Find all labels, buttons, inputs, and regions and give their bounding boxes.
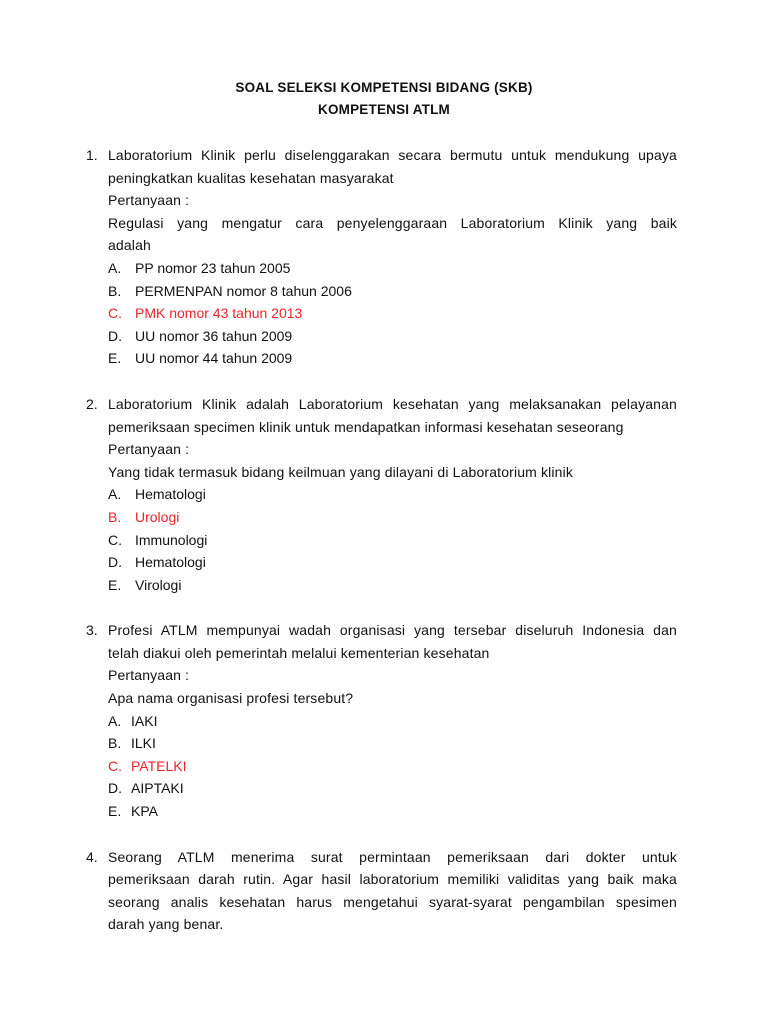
option-d (108, 777, 677, 800)
option-text: PATELKI (131, 757, 187, 774)
option-letter: C. (108, 531, 122, 548)
option-text: UU nomor 44 tahun 2009 (135, 350, 293, 367)
option-letter: A. (108, 712, 122, 729)
option-letter: D. (108, 554, 122, 571)
option-e (108, 347, 677, 370)
prompt-label: Pertanyaan : (108, 441, 190, 458)
question-stem-line: pemeriksaan specimen klinik untuk mendapatkan informasi kesehatan seseorang (108, 418, 624, 435)
option-letter: C. (108, 305, 122, 322)
question-stem-line: peningkatkan kualitas kesehatan masyarakat (108, 169, 394, 186)
option-text: Immunologi (135, 531, 208, 548)
question-2 (0, 393, 768, 596)
question-stem-line: darah yang benar. (108, 916, 224, 933)
question-3 (0, 619, 768, 822)
prompt-line: Regulasi yang mengatur cara penyelenggaraan Laboratorium Klinik yang baik (108, 214, 677, 231)
question-body (108, 846, 677, 936)
prompt-label: Pertanyaan : (108, 192, 190, 209)
option-letter: D. (108, 327, 122, 344)
question-number: 3. (86, 622, 98, 639)
option-e (108, 574, 677, 597)
question-body (108, 619, 677, 822)
option-letter: B. (108, 508, 122, 525)
prompt-label: Pertanyaan : (108, 667, 190, 684)
option-text: PP nomor 23 tahun 2005 (135, 259, 291, 276)
option-d (108, 325, 677, 348)
option-letter: E. (108, 803, 122, 820)
option-a (108, 710, 677, 733)
option-letter: E. (108, 350, 122, 367)
question-body (108, 393, 677, 596)
option-text: IAKI (131, 712, 158, 729)
question-list (0, 144, 768, 936)
option-c-correct-answer (108, 755, 677, 778)
option-text: Virologi (135, 576, 182, 593)
option-b (108, 280, 677, 303)
question-stem-line: Seorang ATLM menerima surat permintaan pemeriksaan dari dokter untuk (108, 848, 677, 865)
question-stem-line: seorang analis kesehatan harus mengetahui syarat-syarat pengambilan spesimen (108, 893, 677, 910)
question-stem-line: pemeriksaan darah rutin. Agar hasil laboratorium memiliki validitas yang baik maka (108, 871, 677, 888)
option-letter: B. (108, 735, 122, 752)
option-text: PMK nomor 43 tahun 2013 (135, 305, 303, 322)
option-c (108, 529, 677, 552)
option-text: Hematologi (135, 486, 206, 503)
question-number: 4. (86, 848, 98, 865)
document-subtitle: KOMPETENSI ATLM (318, 102, 450, 117)
question-number: 2. (86, 395, 98, 412)
option-c-correct-answer (108, 302, 677, 325)
option-b-correct-answer (108, 506, 677, 529)
document-title: SOAL SELEKSI KOMPETENSI BIDANG (SKB) (235, 80, 533, 95)
option-d (108, 551, 677, 574)
option-letter: E. (108, 576, 122, 593)
option-a (108, 483, 677, 506)
prompt-line: Yang tidak termasuk bidang keilmuan yang dilayani di Laboratorium klinik (108, 463, 574, 480)
option-text: UU nomor 36 tahun 2009 (135, 327, 293, 344)
question-stem-line: telah diakui oleh pemerintah melalui kementerian kesehatan (108, 644, 490, 661)
prompt-line: adalah (108, 237, 151, 254)
question-number: 1. (86, 147, 98, 163)
option-text: Urologi (135, 508, 180, 525)
option-text: AIPTAKI (131, 780, 184, 797)
question-stem-line: Profesi ATLM mempunyai wadah organisasi yang tersebar diseluruh Indonesia dan (108, 622, 677, 639)
option-text: PERMENPAN nomor 8 tahun 2006 (135, 282, 352, 299)
option-letter: A. (108, 259, 122, 276)
question-1 (0, 144, 768, 370)
option-letter: B. (108, 282, 122, 299)
question-stem-line: Laboratorium Klinik adalah Laboratorium kesehatan yang melaksanakan pelayanan (108, 395, 677, 412)
option-letter: D. (108, 780, 122, 797)
option-a (108, 257, 677, 280)
option-text: KPA (131, 803, 158, 820)
option-letter: A. (108, 486, 122, 503)
question-body (108, 144, 677, 370)
option-letter: C. (108, 757, 122, 774)
option-e (108, 800, 677, 823)
option-text: ILKI (131, 735, 156, 752)
question-stem-line: Laboratorium Klinik perlu diselenggarakan secara bermutu untuk mendukung upaya (108, 147, 677, 163)
prompt-line: Apa nama organisasi profesi tersebut? (108, 690, 354, 707)
option-text: Hematologi (135, 554, 206, 571)
option-b (108, 732, 677, 755)
question-4 (0, 846, 768, 936)
